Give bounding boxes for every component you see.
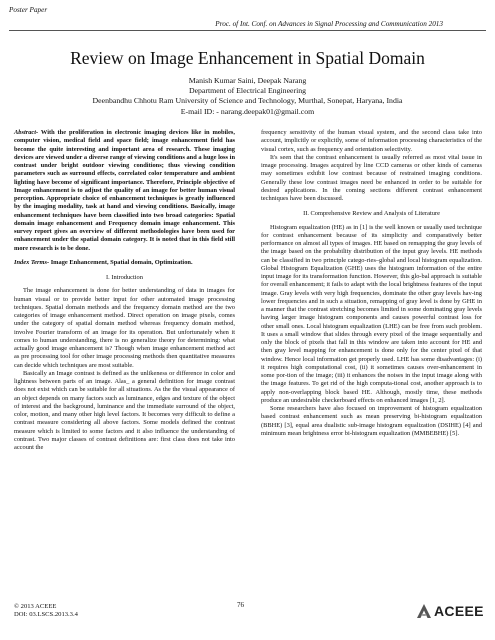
right-column [261,129,482,438]
aceee-logo [416,603,484,619]
logo-icon [416,603,432,619]
page-number: 76 [237,601,244,609]
index-terms-text: Image Enhancement, Spatial domain, Optimization. [49,258,193,266]
footer-meta [14,603,78,620]
poster-label: Poster Paper [9,6,48,14]
paragraph: frequency sensitivity of the human visual system, and the second class take into account, implicitly or explicitly, some of information processing characteristics of the visual cortex, such as frequency and orientation selectivity. [261,129,482,153]
abstract [14,129,235,253]
abstract-label: Abstract- [14,129,39,136]
paragraph: Some researchers have also focused on improvement of histogram equalization based contrast enhancement such as mean preserving bi-histogram equalization (BBHE) [3], equal area dualistic sub-image histogram equalization (DSIHE) [4] and minimum mean brightness error bi-histogram equalization (MMBEBHE) [5]. [261,405,482,437]
paragraph: The image enhancement is done for better understanding of data in images for human visual or to provide better input for other automated image processing techniques. Spatial domain methods and the frequency domain method are the two categories of image enhancement method. Direct operation on image pixels, comes under the category of spatial domain method whereas frequency domain method, involve Fourier transform of an image for its operation. But unfortunately when it comes to human understanding, there is no generalize theory for determining: what actually good image enhancement is? Though when image enhancement method act as pre processing tool for other image processing methods then quantitative measures can decide which techniques are most suitable. [14,287,235,369]
header-rule [9,30,486,31]
left-column [14,129,235,452]
index-terms-label: Index Terms- [14,258,50,266]
section-heading-introduction: I. Introduction [106,274,143,281]
section-heading-review: II. Comprehensive Review and Analysis of Literature [303,210,440,218]
department: Department of Electrical Engineering [188,86,307,96]
university: Deenbandhu Chhotu Ram University of Science and Technology, Murthal, Sonepat, Haryana, India [92,96,403,106]
paper-title: Review on Image Enhancement in Spatial Domain [70,48,425,68]
doi: DOI: 03.LSCS.2013.3.4 [14,611,78,619]
paragraph: Histogram equalization (HE) as in [1] is the well known or usually used technique for contrast enhancement because of its simplicity and comparatively better performance on almost all types of images. HE based on remapping the gray levels of the image based on the probability distribution of the input gray levels. HE methods can be classified in two principle catego-ries–global and local histogram equalization. Global Histogram Equalization (GHE) uses the histogram information of the entire input image for its transformation function. However, this glo-bal approach is suitable for overall enhancement; it fails to adapt with the local brightness features of the input image. Gray levels with very high frequencies, dominate the other gray levels hav-ing lower frequencies and in such a situation, remapping of gray level is done by GHE in a manner that the contrast stretching becomes limited in some dominating gray levels having larger image histogram components and causes powerful contrast loss for other small ones. Local histogram equalization (LHE) can be free from such problem. It uses a small window that slides through every pixel of the image sequentially and only the block of pixels that fall in this window are taken into account for HE and then gray level mapping for enhancement is done only for the center pixel of that window. Hence local information get properly used. LHE has some disadvantages: (i) it requires high computational cost, (ii) it sometimes causes over-enhancement in some por-tion of the image; (iii) it enhances the noises in the input image along with the image features. To get rid of the high computa-tional cost, another approach is to apply non-overlapping block based HE. Although, mostly time, these methods produce an undesirable checkerboard effects on enhanced images [1, 2]. [261,223,482,404]
index-terms [14,259,235,267]
proceedings-header: Proc. of Int. Conf. on Advances in Signal Processing and Communication 2013 [215,20,443,28]
logo-text: ACEEE [434,603,484,619]
paragraph: It's seen that the contrast enhancement is usually referred as most vital issue in image processing. Images acquired by line CCD cameras or other kinds of cameras may sometimes exhibit low contrast because of restrained imaging conditions. Generally these low contrast images need be enhanced in order to be suitable for desired applications. In the coming sections different contrast enhancement techniques have been discussed. [261,153,482,202]
email: E-mail ID: - narang.deepak01@gmail.com [180,106,315,116]
abstract-text: With the proliferation in electronic imaging devices like in mobiles, computer vision, medical field and space field; image enhancement field has become the quite interesting and important area of research. These imaging devices are viewed under a diverse range of viewing conditions and a huge loss in contrast under bright outdoor viewing conditions; thus viewing condition parameters such as surround effects, correlated color temperature and ambient lighting have become of significant importance. Therefore, Principle objective of Image enhancement is to adjust the quality of an image for better human visual perception. Appropriate choice of enhancement techniques is greatly influenced by the imaging modality, task at hand and viewing conditions. Basically, image enhancement techniques have been classified into two broad categories: Spatial domain image enhancement and Frequency domain image enhancement. This survey report gives an overview of different methodologies have been used for enhancement under the spatial domain category. It is noted that in this field still more research is to be done. [14,129,235,252]
author-block [0,76,495,117]
paragraph: Basically an Image contrast is defined as the unlikeness or difference in color and lightness between parts of an image. Alas_ a general definition for image contrast does not exist which can be suitable for all situations. As the the visual appearance of an object depends on many factors such as luminance, edges and texture of the object of interest and the background, luminance and the immediate surround of the object, color, motion, and many other high level factors. It becomes very difficult to define a contrast measure considering all above factors. Some models defined the contrast measure which is limited to some factors and it also influence the understanding of contrast. Two major classes of contrast definitions are: first class does not take into account the [14,369,235,451]
copyright: © 2013 ACEEE [14,603,57,610]
author-names: Manish Kumar Saini, Deepak Narang [188,76,307,85]
